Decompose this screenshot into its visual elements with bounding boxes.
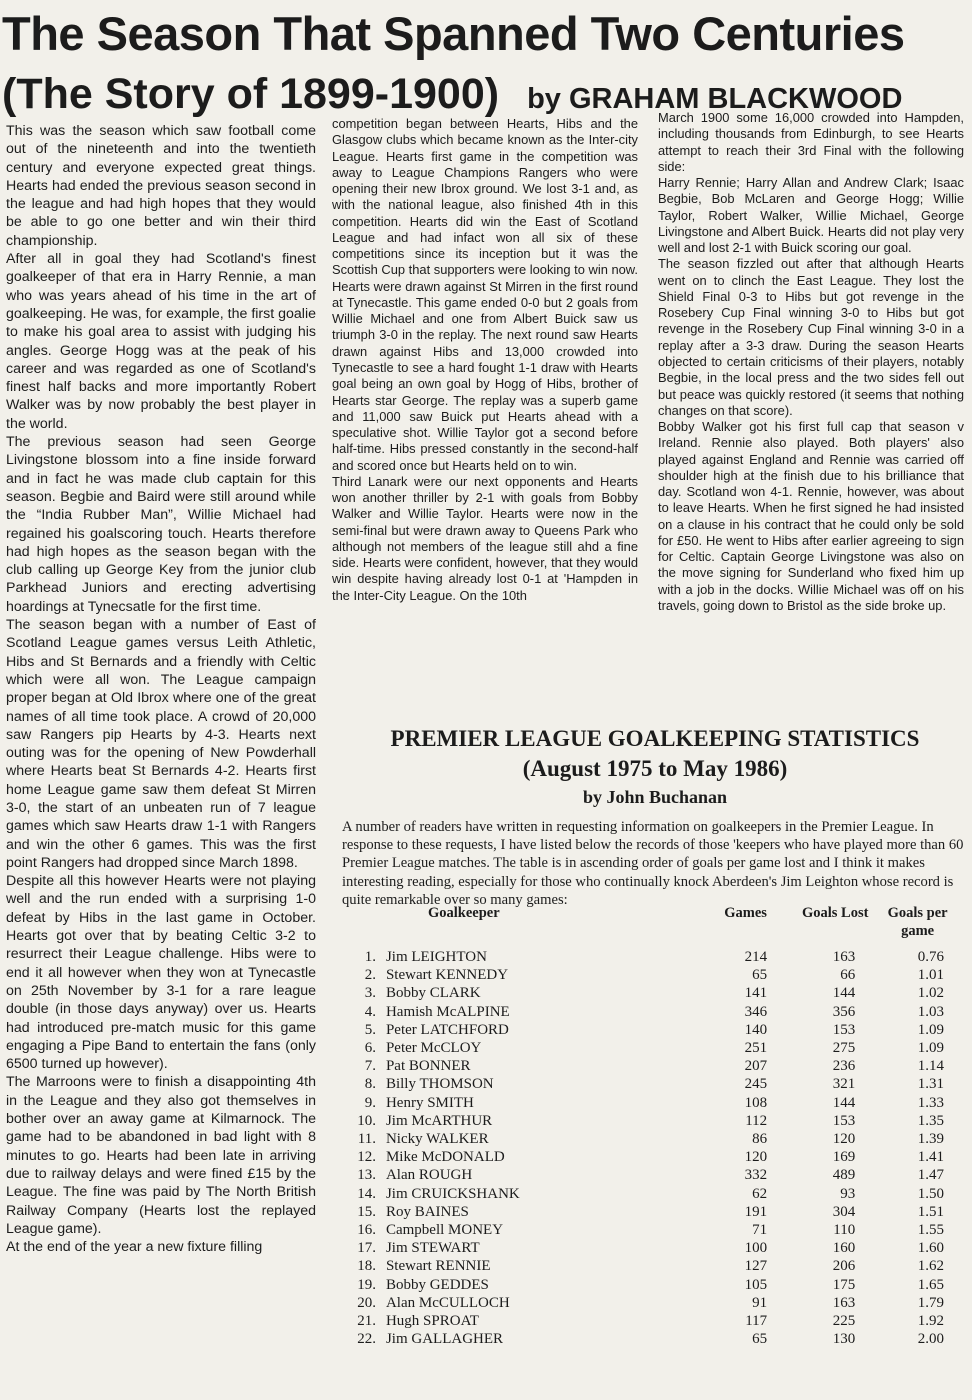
goals-per-game-cell: 1.60 xyxy=(917,1240,944,1257)
goals-per-game-cell: 1.41 xyxy=(917,1149,944,1166)
rank-cell: 3. xyxy=(364,985,376,1002)
table-row xyxy=(342,966,960,984)
goals-lost-cell: 206 xyxy=(832,1258,856,1275)
goals-per-game-cell: 1.62 xyxy=(917,1258,944,1275)
paragraph: March 1900 some 16,000 crowded into Hampden, including thousands from Edinburgh, to see Hearts attempt to reach their 3rd Final with the following side: xyxy=(658,110,964,174)
goals-per-game-header: Goals per game xyxy=(887,905,948,939)
goals-per-game-cell: 1.50 xyxy=(917,1185,944,1202)
goalkeeper-name: Alan ROUGH xyxy=(385,1167,473,1184)
rank-cell: 20. xyxy=(357,1294,376,1311)
goals-lost-cell: 93 xyxy=(840,1185,856,1202)
goals-lost-cell: 163 xyxy=(832,949,856,965)
paragraph: After all in goal they had Scotland's finest goalkeeper of that era in Harry Rennie, a man who was years ahead of his time in the art of goalkeeping. He was, for example, the first goalie to make his goal area to assist with judging his angles. George Hogg was at the peak of his career and was regarded as one of Scotland's finest half backs and more importantly Robert Walker was by now probably the best player in the world. xyxy=(6,251,316,432)
rank-cell: 21. xyxy=(357,1313,376,1330)
goals-per-game-cell: 2.00 xyxy=(917,1331,944,1348)
games-cell: 127 xyxy=(744,1258,768,1275)
games-cell: 65 xyxy=(752,967,768,984)
games-cell: 91 xyxy=(752,1294,768,1311)
goals-lost-cell: 130 xyxy=(832,1331,856,1348)
rank-cell: 9. xyxy=(364,1094,376,1111)
table-row xyxy=(342,1276,960,1294)
stats-period: (August 1975 to May 1986) xyxy=(522,756,788,781)
table-row xyxy=(342,1021,960,1039)
goalkeeper-name: Jim LEIGHTON xyxy=(385,949,487,965)
rank-cell: 7. xyxy=(364,1058,376,1075)
rank-cell: 5. xyxy=(364,1021,376,1038)
rank-cell: 10. xyxy=(357,1112,376,1129)
games-cell: 245 xyxy=(744,1076,768,1093)
paragraph: At the end of the year a new fixture filling xyxy=(6,1239,263,1256)
rank-cell: 4. xyxy=(364,1003,376,1020)
table-row xyxy=(342,1148,960,1166)
games-cell: 100 xyxy=(744,1240,768,1257)
goals-per-game-cell: 1.02 xyxy=(917,985,944,1002)
goals-lost-cell: 225 xyxy=(832,1313,856,1330)
table-row xyxy=(342,1203,960,1221)
goals-lost-cell: 160 xyxy=(832,1240,856,1257)
stats-intro: A number of readers have written in requesting information on goalkeepers in the Premier League. In response to these requests, I have listed below the records of those 'keepers who have played more than 60 Premier League matches. The table is in ascending order of goals per game lost and I think it makes interesting reading, especially for those who continually knock Aberdeen's Jim Leighton whose record is quite remarkable over so many games: xyxy=(342,819,964,908)
goalkeeping-table xyxy=(342,904,960,1348)
rank-cell: 19. xyxy=(357,1276,376,1293)
games-cell: 207 xyxy=(744,1058,768,1075)
goals-lost-cell: 163 xyxy=(832,1294,856,1311)
table-row xyxy=(342,1185,960,1203)
table-header-row xyxy=(342,904,960,948)
goals-lost-cell: 110 xyxy=(833,1222,856,1239)
goalkeeper-name: Jim CRUICKSHANK xyxy=(385,1185,520,1202)
games-cell: 251 xyxy=(744,1040,768,1057)
goals-per-game-cell: 1.03 xyxy=(917,1003,944,1020)
games-cell: 191 xyxy=(744,1203,768,1220)
article-column-2 xyxy=(332,116,638,604)
stats-title: PREMIER LEAGUE GOALKEEPING STATISTICS xyxy=(390,726,920,751)
goalkeeper-name: Bobby CLARK xyxy=(385,985,481,1002)
table-row xyxy=(342,1003,960,1021)
goals-per-game-cell: 1.31 xyxy=(917,1076,944,1093)
rank-cell: 22. xyxy=(357,1331,376,1348)
goals-per-game-cell: 0.76 xyxy=(917,949,944,965)
goals-lost-cell: 153 xyxy=(832,1021,856,1038)
article-column-3 xyxy=(658,110,964,614)
goals-per-game-cell: 1.35 xyxy=(917,1112,944,1129)
goalkeeper-name: Nicky WALKER xyxy=(385,1131,489,1148)
table-row xyxy=(342,948,960,966)
goals-per-game-cell: 1.55 xyxy=(917,1222,944,1239)
games-cell: 120 xyxy=(744,1149,768,1166)
goals-per-game-cell: 1.79 xyxy=(917,1294,944,1311)
games-cell: 332 xyxy=(744,1167,768,1184)
games-cell: 65 xyxy=(752,1331,768,1348)
goals-per-game-cell: 1.65 xyxy=(917,1276,944,1293)
goals-lost-header: Goals Lost xyxy=(801,905,869,921)
rank-cell: 14. xyxy=(357,1185,376,1202)
goals-per-game-cell: 1.09 xyxy=(917,1021,944,1038)
goalkeeper-name: Billy THOMSON xyxy=(385,1076,494,1093)
goalkeeper-name: Jim STEWART xyxy=(385,1240,480,1257)
article-byline: by GRAHAM BLACKWOOD xyxy=(527,83,903,115)
goalkeeper-name: Roy BAINES xyxy=(385,1203,469,1220)
games-cell: 141 xyxy=(744,985,768,1002)
rank-cell: 8. xyxy=(364,1076,376,1093)
article-column-1 xyxy=(6,122,316,1256)
table-row xyxy=(342,984,960,1002)
rank-cell: 15. xyxy=(357,1203,376,1220)
goals-lost-cell: 169 xyxy=(832,1149,856,1166)
table-row xyxy=(342,1112,960,1130)
goals-lost-cell: 275 xyxy=(832,1040,856,1057)
table-row xyxy=(342,1039,960,1057)
paragraph: Bobby Walker got his first full cap that season v Ireland. Rennie also played. Both players' also played against England and Rennie was carried off shoulder high at the finish due to his brilliance that day. Scotland won 4-1. Rennie, however, was about to leave Hearts. When he first signed he had insisted on a clause in his contract that he could only be sold for £50. He went to Hibs after earlier agreeing to sign for Celtic. Captain George Livingstone was also on the move signing for Sunderland who fixed him up with a job in the docks. Willie Michael was off on his travels, going down to Bristol as the side broke up. xyxy=(658,419,964,613)
table-row xyxy=(342,1239,960,1257)
goals-lost-cell: 356 xyxy=(832,1003,856,1020)
games-cell: 112 xyxy=(745,1112,768,1129)
rank-cell: 16. xyxy=(357,1222,376,1239)
table-row xyxy=(342,1294,960,1312)
goalkeeper-name: Jim McARTHUR xyxy=(385,1112,493,1129)
goalkeeper-name: Hugh SPROAT xyxy=(385,1313,479,1330)
goals-per-game-cell: 1.39 xyxy=(917,1131,944,1148)
games-cell: 62 xyxy=(752,1185,768,1202)
games-cell: 140 xyxy=(744,1021,768,1038)
goalkeeper-header: Goalkeeper xyxy=(427,905,500,921)
games-cell: 86 xyxy=(752,1131,768,1148)
rank-cell: 17. xyxy=(357,1240,376,1257)
goals-per-game-cell: 1.51 xyxy=(917,1203,944,1220)
goalkeeper-name: Jim GALLAGHER xyxy=(385,1331,504,1348)
article-title: The Season That Spanned Two Centuries xyxy=(2,7,905,60)
goals-lost-cell: 120 xyxy=(832,1131,856,1148)
paragraph: This was the season which saw football come out of the nineteenth and into the twentieth century and everyone expected great things. Hearts had ended the previous season second in the league and had high hopes that they would be able to go one better and win their third championship. xyxy=(6,123,316,249)
goals-per-game-cell: 1.01 xyxy=(917,967,944,984)
rank-header xyxy=(342,904,386,948)
paragraph: The season began with a number of East of Scotland League games versus Leith Athletic, Hibs and St Bernards and a friendly with Celtic which were all won. The League campaign proper began at Old Ibrox where one of the great names of all time took place. A crowd of 20,000 saw Rangers pip Hearts by 4-3. Hearts next outing was for the opening of New Powderhall where Hearts beat St Bernards 4-2. Hearts first home League game saw them defeat St Mirren 3-0, the start of an unbeaten run of 7 league games which saw Hearts draw 1-1 with Rangers and win the other 6 games. This was the first point Rangers had dropped since March 1898. xyxy=(6,617,316,871)
table-row xyxy=(342,1257,960,1275)
games-header: Games xyxy=(724,905,767,921)
games-cell: 71 xyxy=(752,1222,768,1239)
goalkeeper-name: Alan McCULLOCH xyxy=(385,1294,510,1311)
stats-byline: by John Buchanan xyxy=(582,787,728,807)
paragraph: The season fizzled out after that although Hearts went on to clinch the East League. They lost the Shield Final 0-3 to Hibs but got revenge in the Rosebery Cup Final winning 3-0 to Hibs but got revenge in the Rosebery Cup Final winning 3-0 in a replay after a 3-3 draw. During the season Hearts objected to certain criticisms of their players, notably Begbie, in the local press and the two sides fell out but peace was quickly restored (it seems that nothing changes on that score). xyxy=(658,256,964,418)
games-cell: 105 xyxy=(744,1276,768,1293)
goalkeeper-name: Hamish McALPINE xyxy=(385,1003,510,1020)
goals-lost-cell: 144 xyxy=(832,985,856,1002)
table-row xyxy=(342,1221,960,1239)
paragraph: Despite all this however Hearts were not playing well and the run ended with a surprising 1-0 defeat by Hibs in the last game in October. Hearts got over that by beating Celtic 3-2 to resurrect their League challenge. Hibs were to end it all however when they won at Tynecastle on 25th November by 3-1 for a rare league double (in those days anyway) over us. Hearts had introduced pre-match music for this game engaging a Pipe Band to entertain the fans (only 6500 turned up however). xyxy=(6,873,316,1073)
goalkeeper-name: Stewart KENNEDY xyxy=(385,967,509,984)
goals-lost-cell: 153 xyxy=(832,1112,856,1129)
table-row xyxy=(342,1312,960,1330)
goalkeeper-name: Peter LATCHFORD xyxy=(385,1021,509,1038)
goalkeeper-name: Mike McDONALD xyxy=(385,1149,505,1166)
goals-per-game-cell: 1.09 xyxy=(917,1040,944,1057)
rank-cell: 12. xyxy=(357,1149,376,1166)
goalkeeper-name: Bobby GEDDES xyxy=(385,1276,489,1293)
goalkeeper-name: Campbell MONEY xyxy=(385,1222,504,1239)
games-cell: 117 xyxy=(745,1313,768,1330)
paragraph: Third Lanark were our next opponents and Hearts won another thriller by 2-1 with goals from Bobby Walker and Willie Taylor. Hearts were now in the semi-final but were drawn away to Queens Park who although not members of the league still ahd a fine side. Hearts were confident, however, that they would win despite having already lost 0-1 at 'Hampden in the Inter-City League. On the 10th xyxy=(332,473,638,603)
rank-cell: 1. xyxy=(364,949,376,965)
goalkeeper-name: Peter McCLOY xyxy=(385,1040,482,1057)
table-row xyxy=(342,1075,960,1093)
rank-cell: 11. xyxy=(357,1131,376,1148)
paragraph: The previous season had seen George Livingstone blossom into a fine inside forward and in fact he was made club captain for this season. Begbie and Baird were still around while the “India Rubber Man”, Willie Michael had regained his goalscoring touch. Hearts therefore had high hopes as the season began with the club calling up George Key from the junior club Parkhead Juniors and erecting advertising hoardings at Tynecsatle for the first time. xyxy=(6,434,316,615)
table-row xyxy=(342,1130,960,1148)
games-cell: 214 xyxy=(744,949,768,965)
goals-per-game-cell: 1.33 xyxy=(917,1094,944,1111)
article-subtitle: (The Story of 1899-1900) xyxy=(2,70,500,118)
rank-cell: 2. xyxy=(364,967,376,984)
goals-lost-cell: 66 xyxy=(840,967,856,984)
table-row xyxy=(342,1094,960,1112)
goals-per-game-cell: 1.92 xyxy=(917,1313,944,1330)
goals-per-game-cell: 1.14 xyxy=(917,1058,944,1075)
goalkeeper-name: Stewart RENNIE xyxy=(385,1258,491,1275)
rank-cell: 18. xyxy=(357,1258,376,1275)
table-body xyxy=(342,948,960,1348)
goals-per-game-cell: 1.47 xyxy=(917,1167,944,1184)
goals-lost-cell: 304 xyxy=(832,1203,856,1220)
rank-cell: 6. xyxy=(364,1040,376,1057)
rank-cell: 13. xyxy=(357,1167,376,1184)
paragraph: competition began between Hearts, Hibs and the Glasgow clubs which became known as the Inter-city League. Hearts first game in the competition was away to League Champions Rangers who were opening their new Ibrox ground. We lost 3-1 and, as with the national league, also finished 4th in this competition. Hearts did win the East of Scotland League and had infact won all six of these competitions since its inception but it was the Scottish Cup that supporters were looking to win now. xyxy=(332,116,638,278)
paragraph: The Marroons were to finish a disappointing 4th in the League and they also got themselves in bother over an away game at Kilmarnock. The game had to be abandoned in bad light with 8 minutes to go. Hearts had been late in arriving due to railway delays and were fined £15 by the League. The fine was paid by The North British Railway Company (Hearts lost the replayed League game). xyxy=(6,1074,316,1237)
goals-lost-cell: 489 xyxy=(832,1167,856,1184)
table-row xyxy=(342,1057,960,1075)
table-row xyxy=(342,1166,960,1184)
paragraph: Harry Rennie; Harry Allan and Andrew Clark; Isaac Begbie, Bob McLaren and George Hogg; Willie Taylor, Robert Walker, Willie Michael, George Livingstone and Albert Buick. Hearts did not play very well and lost 2-1 with Buick scoring our goal. xyxy=(658,175,964,256)
goals-lost-cell: 144 xyxy=(832,1094,856,1111)
goals-lost-cell: 175 xyxy=(832,1276,856,1293)
games-cell: 108 xyxy=(744,1094,768,1111)
table-row xyxy=(342,1330,960,1348)
goals-lost-cell: 236 xyxy=(832,1058,856,1075)
goalkeeper-name: Pat BONNER xyxy=(385,1058,471,1075)
goals-lost-cell: 321 xyxy=(832,1076,856,1093)
games-cell: 346 xyxy=(744,1003,768,1020)
paragraph: Hearts were drawn against St Mirren in the first round at Tynecastle. This game ended 0-0 but 2 goals from Willie Michael and one from Albert Buick saw us triumph 3-0 in the replay. The next round saw Hearts drawn against Hibs and 13,000 crowded into Tynecastle to see a hard fought 1-1 draw with Hearts goal being an own goal by Hogg of Hibs, brother of Hearts star George. The replay was a superb game and 11,000 saw Buick put Hearts ahead with a speculative shot. Willie Taylor got a second before half-time. Hibs pressed constantly in the second-half and scored once but Hearts held on to win. xyxy=(332,278,638,473)
goalkeeper-name: Henry SMITH xyxy=(385,1094,474,1111)
